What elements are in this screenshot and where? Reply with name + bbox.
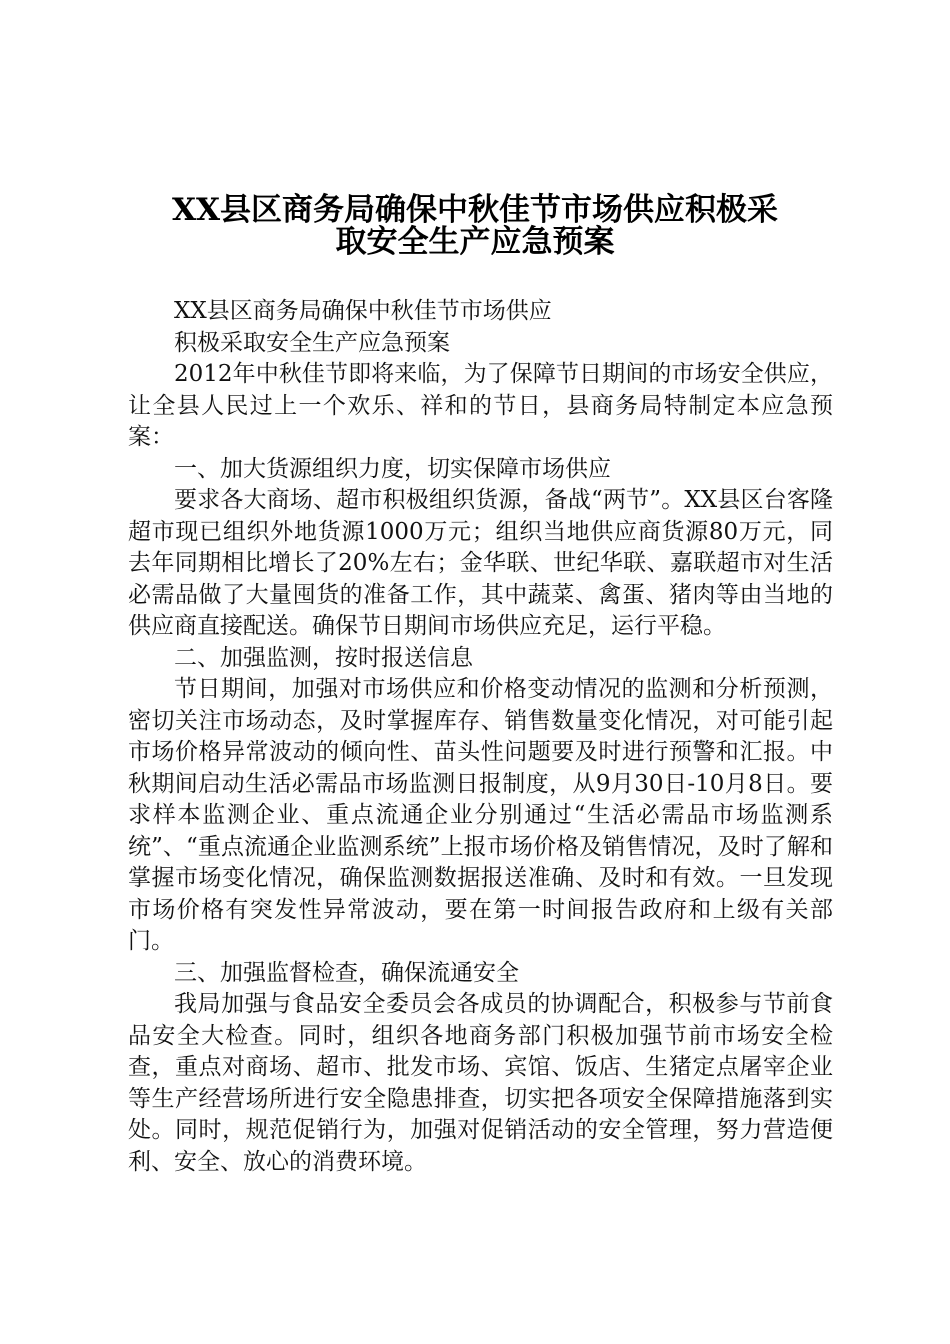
subtitle-line2: 积极采取安全生产应急预案 <box>174 329 450 356</box>
section-heading-2: 二、加强监测，按时报送信息 <box>174 644 473 671</box>
section-heading-3: 三、加强监督检查，确保流通安全 <box>174 959 519 986</box>
section-paragraph-2: 节日期间，加强对市场供应和价格变动情况的监测和分析预测，密切关注市场动态，及时掌握库存、销售数量变化情况，对可能引起市场价格异常波动的倾向性、苗头性问题要及时进行预警和汇报。中秋期间启动生活必需品市场监测日报制度，从9月30日-10月8日。要求样本监测企业、重点流通企业分别通过“生活必需品市场监测系统”、“重点流通企业监测系统”上报市场价格及销售情况，及时了解和掌握市场变化情况，确保监测数据报送准确、及时和有效。一旦发现市场价格有突发性异常波动，要在第一时间报告政府和上级有关部门。 <box>128 676 833 954</box>
subtitle-line1: XX县区商务局确保中秋佳节市场供应 <box>174 298 552 324</box>
section-paragraph-1: 要求各大商场、超市积极组织货源，备战“两节”。XX县区台客隆超市现已组织外地货源1000万元；组织当地供应商货源80万元，同去年同期相比增长了20%左右；金华联、世纪华联、嘉联超市对生活必需品做了大量囤货的准备工作，其中蔬菜、禽蛋、猪肉等由当地的供应商直接配送。确保节日期间市场供应充足，运行平稳。 <box>128 487 833 639</box>
document-title-line1: XX县区商务局确保中秋佳节市场供应积极采 <box>171 192 779 228</box>
document-body <box>128 296 833 1178</box>
intro-paragraph: 2012年中秋佳节即将来临，为了保障节日期间的市场安全供应，让全县人民过上一个欢乐、祥和的节日，县商务局特制定本应急预案： <box>128 361 833 450</box>
document-title-line2: 取安全生产应急预案 <box>335 224 615 260</box>
section-heading-1: 一、加大货源组织力度，切实保障市场供应 <box>174 455 611 482</box>
section-paragraph-3: 我局加强与食品安全委员会各成员的协调配合，积极参与节前食品安全大检查。同时，组织各地商务部门积极加强节前市场安全检查，重点对商场、超市、批发市场、宾馆、饭店、生猪定点屠宰企业等生产经营场所进行安全隐患排查，切实把各项安全保障措施落到实处。同时，规范促销行为，加强对促销活动的安全管理，努力营造便利、安全、放心的消费环境。 <box>128 991 833 1175</box>
